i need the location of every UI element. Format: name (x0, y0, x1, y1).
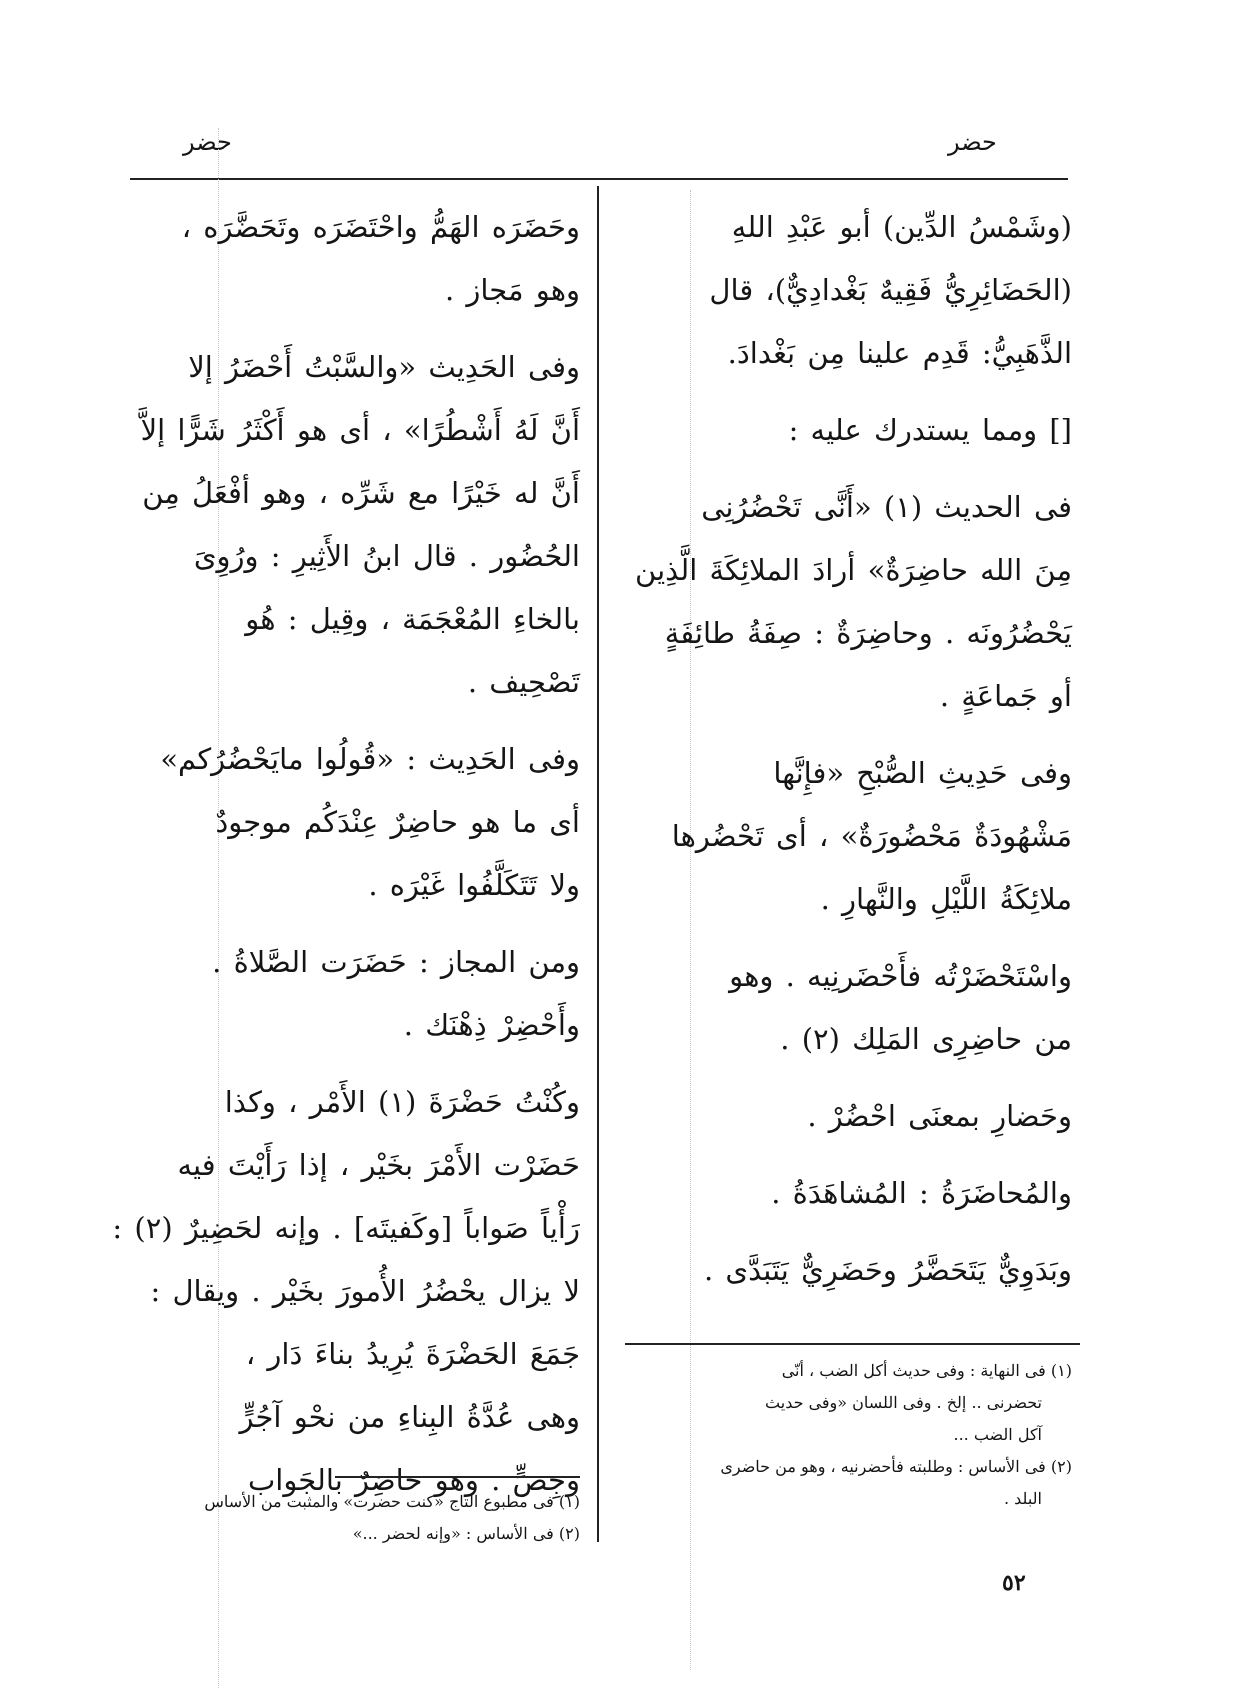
footnote-line: آكل الضب ... (953, 1425, 1042, 1444)
text-line: تَصْحِيف . (467, 665, 580, 699)
footnotes-left (140, 1486, 580, 1550)
text-line: وكُنْتُ حَضْرَةَ (١) الأَمْر ، وكذا (224, 1085, 580, 1119)
paragraph-gap (632, 728, 1072, 742)
text-line: من حاضِرِى المَلِك (٢) . (780, 1022, 1072, 1056)
text-line: حَضَرْت الأَمْرَ بخَيْر ، إذا رَأَيْتَ فيه (177, 1148, 580, 1182)
paragraph-gap (140, 714, 580, 728)
text-line: أى ما هو حاضِرٌ عِنْدَكُم موجودٌ (215, 805, 580, 839)
text-line: وفى حَدِيثِ الصُّبْحِ «فإِنَّها (773, 756, 1072, 790)
footnote-rule-left (335, 1476, 580, 1478)
text-line: الذَّهَبِيُّ: قَدِم علينا مِن بَغْدادَ. (727, 336, 1072, 370)
text-line: وحَضَرَه الهَمُّ واحْتَضَرَه وتَحَضَّرَه ، (181, 210, 580, 244)
text-line: وبَدَوِيٌّ يَتَحَضَّرُ وحَضَرِيٌّ يَتَبَدَّى . (703, 1253, 1072, 1287)
text-line: وهو مَجاز . (444, 273, 580, 307)
text-line: وهى عُدَّةُ البِناءِ من نحْو آجُرٍّ (239, 1400, 580, 1434)
text-line: أَنَّ له خَيْرًا مع شَرِّه ، وهو أفْعَلُ مِن (142, 476, 580, 510)
running-header-left: حضر (183, 128, 232, 156)
text-line: [] ومما يستدرك عليه : (788, 413, 1072, 447)
paragraph-gap (140, 322, 580, 336)
text-line: وفى الحَدِيث : «قُولُوا مايَحْضُرُكم» (160, 742, 580, 776)
text-line: ملائِكَةُ اللَّيْلِ والنَّهارِ . (820, 882, 1072, 916)
text-line: أَنَّ لَهُ أَشْطُرًا» ، أى هو أَكْثَرُ شَرًّا إلاَّ (140, 413, 580, 447)
footnotes-right (640, 1355, 1072, 1515)
left-column-text (112, 196, 580, 1512)
text-line: الحُضُور . قال ابنُ الأَثِيرِ : ورُوِىَ (193, 539, 580, 573)
text-line: وجِصٍّ . وهو حاضِرٌ بالجَواب (247, 1463, 580, 1497)
text-line: (وشَمْسُ الدِّين) أبو عَبْدِ اللهِ (731, 210, 1072, 244)
footnote-line: (١) فى النهاية : وفى حديث أكل الضب ، أنّى (781, 1361, 1072, 1380)
page-number: ٥٢ (1002, 1570, 1026, 1596)
right-column-text (632, 196, 1072, 1302)
text-line: وفى الحَدِيث «والسَّبْتُ أَحْضَرُ إلا (188, 350, 580, 384)
text-line: فى الحديث (١) «أَنَّى تَحْضُرُنِى (701, 490, 1072, 524)
footnote-rule-right (625, 1343, 1080, 1345)
text-line: وحَضارِ بمعنَى احْضُرْ . (807, 1099, 1072, 1133)
paragraph-gap (140, 1057, 580, 1071)
footnote-line: تحضرنى .. إلخ . وفى اللسان «وفى حديث (765, 1393, 1042, 1412)
paragraph-gap (632, 385, 1072, 399)
text-line: رَأْياً صَواباً [وكَفيتَه] . وإنه لحَضِيرٌ (٢) : (112, 1211, 580, 1245)
footnote-line: البلد . (1003, 1489, 1042, 1508)
paragraph-gap (632, 1148, 1072, 1162)
header-rule (130, 178, 1068, 180)
paragraph-gap (140, 917, 580, 931)
text-line: جَمَعَ الحَضْرَةَ يُرِيدُ بناءَ دَار ، (245, 1337, 580, 1371)
paragraph-gap (632, 1225, 1072, 1239)
text-line: والمُحاضَرَةُ : المُشاهَدَةُ . (771, 1176, 1072, 1210)
footnote-line: (٢) فى الأساس : وطلبته فأحضرنيه ، وهو من حاضرى (720, 1457, 1072, 1476)
text-line: يَحْضُرُونَه . وحاضِرَةٌ : صِفَةُ طائِفَةٍ (664, 616, 1072, 650)
text-line: وأَحْضِرْ ذِهْنَك . (403, 1008, 580, 1042)
running-header-right: حضر (948, 128, 997, 156)
text-line: أو جَماعَةٍ . (939, 679, 1072, 713)
footnote-line: (٢) فى الأساس : «وإنه لحضر ...» (352, 1524, 580, 1543)
text-line: لا يزال يحْضُرُ الأُمورَ بخَيْر . ويقال : (150, 1274, 580, 1308)
paragraph-gap (632, 931, 1072, 945)
paragraph-gap (632, 462, 1072, 476)
text-line: واسْتَحْضَرْتُه فأَحْضَرنِيه . وهو (729, 959, 1072, 993)
paragraph-gap (632, 1071, 1072, 1085)
text-line: مَشْهُودَةٌ مَحْضُورَةٌ» ، أى تَحْضُرها (671, 819, 1072, 853)
text-line: (الحَضَائِرِيُّ فَقِيهٌ بَغْدادِيٌّ)، قال (709, 273, 1072, 307)
text-line: ومن المجاز : حَضَرَت الصَّلاةُ . (212, 945, 580, 979)
column-divider (597, 186, 599, 1542)
text-line: ولا تَتَكَلَّفُوا غَيْرَه . (368, 868, 580, 902)
text-line: بالخاءِ المُعْجَمَة ، وقِيل : هُو (245, 602, 580, 636)
text-line: مِنَ الله حاضِرَةٌ» أرادَ الملائِكَةَ الَّذِين (635, 553, 1072, 587)
footnote-line: (١) فى مطبوع التاج «كنت حضرت» والمثبت من الأساس (204, 1492, 580, 1511)
